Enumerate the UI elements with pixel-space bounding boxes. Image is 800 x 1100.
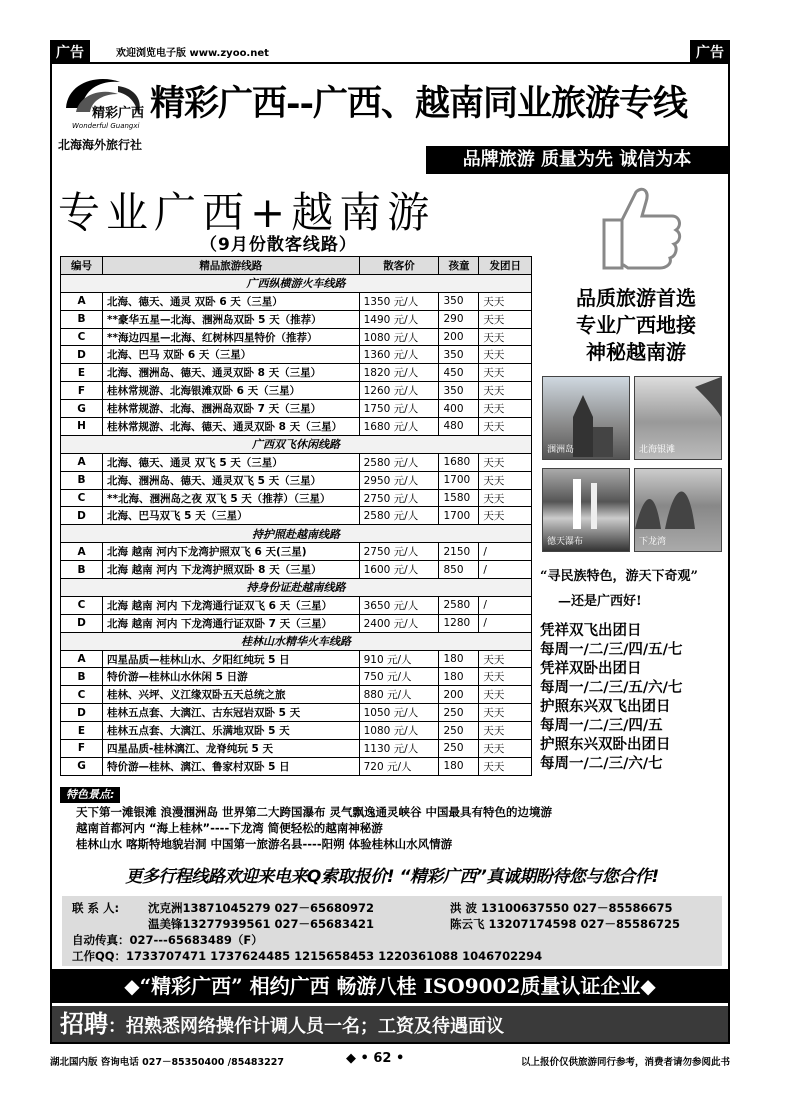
route-child-price: 350: [439, 382, 479, 400]
route-child-price: 450: [439, 364, 479, 382]
route-price: 1130 元/人: [359, 740, 439, 758]
route-departure: 天天: [479, 292, 532, 310]
recruit-title: 招聘: [60, 1010, 108, 1038]
route-name: 桂林常规游、北海、涠洲岛双卧 7 天（三星）: [103, 400, 360, 418]
contact-fax: 自动传真：027---65683489（F）: [72, 933, 263, 947]
section-title: 广西纵横游火车线路: [61, 274, 532, 292]
schedule-days: 每周一/二/三/五/六/七: [540, 680, 683, 696]
route-departure: 天天: [479, 704, 532, 722]
route-name: **海边四星—北海、红树林四星特价（推荐）: [103, 328, 360, 346]
route-child-price: 200: [439, 686, 479, 704]
table-section-row: [61, 435, 532, 453]
section-title: 广西双飞休闲线路: [61, 435, 532, 453]
route-child-price: 400: [439, 400, 479, 418]
photo-caption: 德天瀑布: [547, 537, 584, 547]
route-child-price: 350: [439, 346, 479, 364]
route-departure: 天天: [479, 364, 532, 382]
table-header-row: [61, 257, 532, 275]
route-child-price: 1580: [439, 489, 479, 507]
route-price: 1600 元/人: [359, 561, 439, 579]
route-id: B: [61, 310, 103, 328]
footer-left: 湖北国内版 咨询电话 027－85350400 /85483227: [50, 1057, 284, 1068]
route-price: 1080 元/人: [359, 722, 439, 740]
slogan: 品牌旅游 质量为先 诚信为本: [426, 146, 728, 174]
table-row: [61, 704, 532, 722]
route-name: 特价游—桂林、漓江、鲁家村双卧 5 日: [103, 757, 360, 775]
route-departure: /: [479, 543, 532, 561]
route-id: E: [61, 722, 103, 740]
route-id: D: [61, 614, 103, 632]
route-departure: 天天: [479, 471, 532, 489]
route-name: 北海、巴马双飞 5 天（三星）: [103, 507, 360, 525]
route-name: 四星品质—桂林山水、夕阳红纯玩 5 日: [103, 650, 360, 668]
route-id: F: [61, 740, 103, 758]
table-row: [61, 596, 532, 614]
photo-caption: 北海银滩: [639, 445, 676, 455]
photo-waterfall: [542, 468, 630, 552]
company-logo: [58, 68, 158, 134]
route-child-price: 1700: [439, 471, 479, 489]
route-name: 北海 越南 河内 下龙湾通行证双卧 7 天（三星）: [103, 614, 360, 632]
route-table: [60, 256, 532, 776]
route-departure: 天天: [479, 453, 532, 471]
route-id: A: [61, 543, 103, 561]
table-row: [61, 668, 532, 686]
route-departure: 天天: [479, 650, 532, 668]
brand-banner: ◆“精彩广西” 相约广西 畅游八桂 ISO9002质量认证企业◆: [52, 969, 728, 1003]
table-row: [61, 543, 532, 561]
headline: 精彩广西--广西、越南同业旅游专线: [150, 83, 688, 124]
table-section-row: [61, 274, 532, 292]
route-price: 720 元/人: [359, 757, 439, 775]
photo-beach: [634, 376, 722, 460]
table-row: [61, 722, 532, 740]
route-child-price: 180: [439, 757, 479, 775]
route-id: A: [61, 453, 103, 471]
route-name: 特价游—桂林山水休闲 5 日游: [103, 668, 360, 686]
table-row: [61, 614, 532, 632]
contact-person: 洪 波 13100637550 027－85586675: [450, 901, 673, 915]
route-departure: /: [479, 561, 532, 579]
table-row: [61, 382, 532, 400]
route-child-price: 2150: [439, 543, 479, 561]
route-id: C: [61, 686, 103, 704]
route-name: 桂林五点套、大漓江、乐满地双卧 5 天: [103, 722, 360, 740]
route-name: 北海、涠洲岛、德天、通灵双卧 8 天（三星）: [103, 364, 360, 382]
table-row: [61, 489, 532, 507]
route-price: 1750 元/人: [359, 400, 439, 418]
route-name: 四星品质-桂林漓江、龙脊纯玩 5 天: [103, 740, 360, 758]
route-name: **豪华五星—北海、涠洲岛双卧 5 天（推荐）: [103, 310, 360, 328]
route-price: 750 元/人: [359, 668, 439, 686]
route-id: D: [61, 704, 103, 722]
route-price: 2580 元/人: [359, 507, 439, 525]
table-row: [61, 757, 532, 775]
schedule-days: 每周一/二/三/四/五: [540, 718, 663, 734]
route-price: 2400 元/人: [359, 614, 439, 632]
route-price: 1350 元/人: [359, 292, 439, 310]
recruit-text: ：招熟悉网络操作计调人员一名；工资及待遇面议: [108, 1016, 504, 1037]
route-price: 1260 元/人: [359, 382, 439, 400]
contact-qq: 工作QQ：1733707471 1737624485 1215658453 1220361088 1046702294: [72, 949, 543, 963]
route-departure: 天天: [479, 757, 532, 775]
route-id: C: [61, 489, 103, 507]
schedule-title: 护照东兴双卧出团日: [540, 737, 671, 753]
route-name: 北海、德天、通灵 双卧 6 天（三星）: [103, 292, 360, 310]
table-row: [61, 292, 532, 310]
schedule-days: 每周一/二/三/四/五/七: [540, 642, 683, 658]
route-table-body: [61, 274, 532, 775]
route-child-price: 200: [439, 328, 479, 346]
logo-mark-text: 精彩广西: [92, 106, 145, 121]
highlight-line: 品质旅游首选: [576, 286, 696, 310]
route-price: 1050 元/人: [359, 704, 439, 722]
featured-sights: [60, 786, 720, 852]
route-child-price: 1680: [439, 453, 479, 471]
section-title: 桂林山水精华火车线路: [61, 632, 532, 650]
photo-caption: 下龙湾: [639, 537, 667, 547]
contact-person: 陈云飞 13207174598 027－85586725: [450, 917, 681, 931]
route-name: 北海、德天、通灵 双飞 5 天（三星）: [103, 453, 360, 471]
highlight-line: 专业广西地接: [576, 313, 696, 337]
route-departure: 天天: [479, 418, 532, 436]
logo-sub-text: Wonderful Guangxi: [72, 122, 140, 130]
site-url[interactable]: 欢迎浏览电子版 www.zyoo.net: [116, 48, 269, 59]
route-price: 3650 元/人: [359, 596, 439, 614]
route-child-price: 250: [439, 722, 479, 740]
route-child-price: 850: [439, 561, 479, 579]
route-departure: 天天: [479, 668, 532, 686]
route-child-price: 1700: [439, 507, 479, 525]
table-row: [61, 310, 532, 328]
schedule-title: 凭祥双飞出团日: [540, 623, 642, 639]
table-section-row: [61, 525, 532, 543]
route-id: F: [61, 382, 103, 400]
table-section-row: [61, 579, 532, 597]
subtitle: 专业广西+越南游: [58, 188, 436, 237]
route-departure: 天天: [479, 346, 532, 364]
contact-person: 温美锋13277939561 027－65683421: [148, 917, 375, 931]
route-name: 桂林、兴坪、义江缘双卧五天总统之旅: [103, 686, 360, 704]
route-id: B: [61, 471, 103, 489]
features-row: 越南首都河内 “海上桂林”----下龙湾 简便轻松的越南神秘游: [76, 821, 383, 835]
quote-tail: —还是广西好!: [558, 594, 642, 609]
features-tag: 特色景点:: [60, 787, 120, 803]
table-row: [61, 418, 532, 436]
recruit-banner: [52, 1006, 728, 1042]
features-row: 天下第一滩银滩 浪漫涠洲岛 世界第二大跨国瀑布 灵气飘逸通灵峡谷 中国最具有特色的边境游: [76, 805, 553, 819]
table-row: [61, 471, 532, 489]
schedule-title: 护照东兴双飞出团日: [540, 699, 671, 715]
route-child-price: 1280: [439, 614, 479, 632]
photo-caption: 涠洲岛: [547, 445, 575, 455]
route-id: C: [61, 596, 103, 614]
right-highlights: [546, 285, 726, 366]
route-child-price: 290: [439, 310, 479, 328]
thumbs-up-icon: [592, 180, 688, 276]
route-price: 2750 元/人: [359, 543, 439, 561]
route-departure: 天天: [479, 722, 532, 740]
table-row: [61, 453, 532, 471]
route-name: 北海 越南 河内下龙湾护照双飞 6 天(三星): [103, 543, 360, 561]
route-id: D: [61, 507, 103, 525]
route-child-price: 2580: [439, 596, 479, 614]
route-departure: /: [479, 596, 532, 614]
table-row: [61, 686, 532, 704]
route-id: A: [61, 650, 103, 668]
col-departure: 发团日: [479, 257, 532, 275]
highlight-line: 神秘越南游: [586, 340, 686, 364]
route-price: 2580 元/人: [359, 453, 439, 471]
route-child-price: 480: [439, 418, 479, 436]
page-number: ◆ • 62 •: [346, 1051, 405, 1066]
route-id: H: [61, 418, 103, 436]
route-id: A: [61, 292, 103, 310]
route-departure: 天天: [479, 382, 532, 400]
route-child-price: 180: [439, 668, 479, 686]
table-row: [61, 400, 532, 418]
quote: “寻民族特色，游天下奇观”: [540, 569, 698, 584]
route-price: 910 元/人: [359, 650, 439, 668]
route-id: E: [61, 364, 103, 382]
route-price: 2950 元/人: [359, 471, 439, 489]
contact-person: 沈克洲13871045279 027－65680972: [148, 901, 375, 915]
table-row: [61, 561, 532, 579]
route-child-price: 250: [439, 740, 479, 758]
section-title: 持护照赴越南线路: [61, 525, 532, 543]
route-id: G: [61, 400, 103, 418]
route-name: 北海 越南 河内 下龙湾护照双卧 8 天（三星）: [103, 561, 360, 579]
route-departure: 天天: [479, 507, 532, 525]
route-departure: 天天: [479, 489, 532, 507]
route-price: 1490 元/人: [359, 310, 439, 328]
table-row: [61, 346, 532, 364]
table-row: [61, 364, 532, 382]
contact-label: 联 系 人:: [72, 901, 120, 915]
table-row: [61, 650, 532, 668]
month-note: （9月份散客线路）: [200, 235, 357, 255]
route-id: B: [61, 668, 103, 686]
route-id: D: [61, 346, 103, 364]
route-name: 北海、巴马 双卧 6 天（三星）: [103, 346, 360, 364]
table-section-row: [61, 632, 532, 650]
table-row: [61, 507, 532, 525]
route-name: 桂林五点套、大漓江、古东冠岩双卧 5 天: [103, 704, 360, 722]
route-name: 北海、涠洲岛、德天、通灵双飞 5 天（三星）: [103, 471, 360, 489]
route-departure: 天天: [479, 328, 532, 346]
route-child-price: 180: [439, 650, 479, 668]
col-price: 散客价: [359, 257, 439, 275]
section-title: 持身份证赴越南线路: [61, 579, 532, 597]
route-departure: 天天: [479, 740, 532, 758]
route-child-price: 250: [439, 704, 479, 722]
col-route: 精品旅游线路: [103, 257, 360, 275]
route-price: 1680 元/人: [359, 418, 439, 436]
route-name: 桂林常规游、北海、德天、通灵双卧 8 天（三星）: [103, 418, 360, 436]
route-id: C: [61, 328, 103, 346]
route-name: **北海、涠洲岛之夜 双飞 5 天（推荐）（三星）: [103, 489, 360, 507]
route-name: 北海 越南 河内 下龙湾通行证双飞 6 天（三星）: [103, 596, 360, 614]
schedule-title: 凭祥双卧出团日: [540, 661, 642, 677]
route-price: 1080 元/人: [359, 328, 439, 346]
route-price: 880 元/人: [359, 686, 439, 704]
col-child: 孩童: [439, 257, 479, 275]
route-departure: 天天: [479, 400, 532, 418]
top-bar: [50, 40, 730, 62]
photo-weizhou: [542, 376, 630, 460]
route-departure: 天天: [479, 310, 532, 328]
table-row: [61, 740, 532, 758]
col-id: 编号: [61, 257, 103, 275]
ad-tag-right: 广告: [690, 40, 730, 64]
contact-box: [62, 896, 722, 966]
call-to-action: 更多行程线路欢迎来电来Q索取报价! “精彩广西”真诚期盼待您与您合作!: [125, 867, 659, 887]
route-departure: /: [479, 614, 532, 632]
organization-name: 北海海外旅行社: [58, 138, 143, 152]
route-id: G: [61, 757, 103, 775]
departure-schedule: [540, 622, 682, 774]
route-price: 1820 元/人: [359, 364, 439, 382]
features-row: 桂林山水 喀斯特地貌岩洞 中国第一旅游名县----阳朔 体验桂林山水风情游: [76, 837, 453, 851]
route-price: 2750 元/人: [359, 489, 439, 507]
schedule-days: 每周一/二/三/六/七: [540, 756, 663, 772]
route-name: 桂林常规游、北海银滩双卧 6 天（三星）: [103, 382, 360, 400]
route-id: B: [61, 561, 103, 579]
footer-right: 以上报价仅供旅游同行参考，消费者请勿参阅此书: [520, 1057, 730, 1068]
table-row: [61, 328, 532, 346]
photo-halong: [634, 468, 722, 552]
route-price: 1360 元/人: [359, 346, 439, 364]
route-child-price: 350: [439, 292, 479, 310]
ad-tag-left: 广告: [50, 40, 90, 64]
route-departure: 天天: [479, 686, 532, 704]
